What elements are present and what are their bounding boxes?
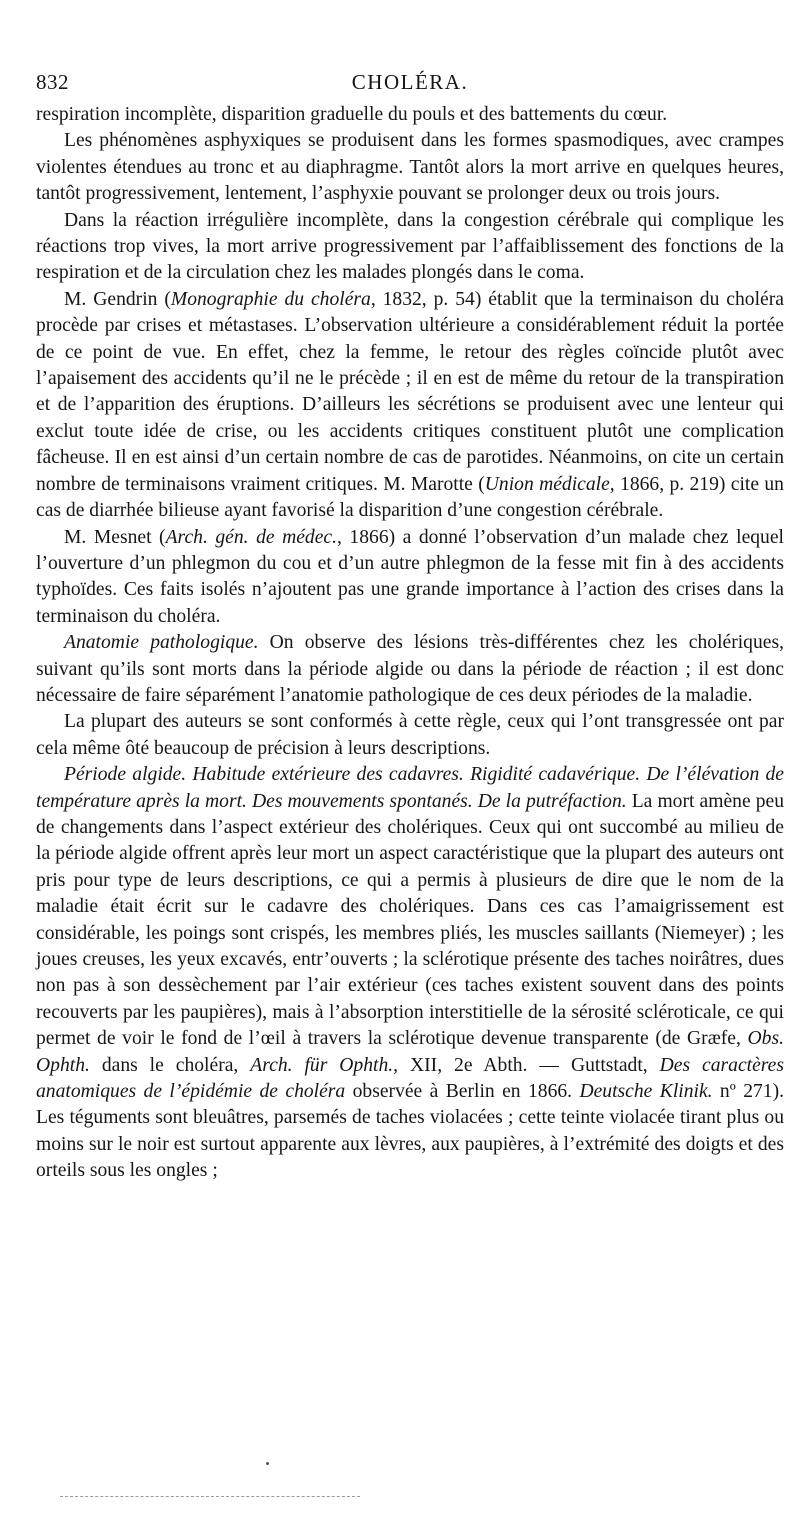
book-page bbox=[36, 70, 784, 1185]
text-run: , XII, 2e Abth. — Guttstadt, bbox=[393, 1054, 660, 1076]
paragraph bbox=[36, 762, 784, 1185]
italic-text: Union médicale, bbox=[484, 473, 615, 495]
text-run: dans le choléra, bbox=[89, 1054, 251, 1076]
paragraph bbox=[36, 102, 784, 128]
paragraph bbox=[36, 525, 784, 631]
paragraph bbox=[36, 208, 784, 287]
text-run: , 1832, p. 54) établit que la terminaison du choléra procède par crises et métastases. L’observation ultérieure a considérablement réduit la portée de ce point de vue. En effet, chez la femme, le retour des règles coïncide plutôt avec l’apaisement des accidents qu’il ne le précède ; il en est de même du retour de la transpiration et de l’apparition des éruptions. D’ailleurs les sécrétions se produisent avec une lenteur qui exclut toute idée de crise, ou les accidents critiques constituent plutôt une complication fâcheuse. Il en est ainsi d’un certain nombre de cas de parotides. Néanmoins, on cite un certain nombre de terminaisons vraiment critiques. M. Marotte ( bbox=[36, 288, 784, 495]
paragraph bbox=[36, 287, 784, 525]
page-number: 832 bbox=[36, 70, 69, 94]
body-text bbox=[36, 102, 784, 1185]
text-run: respiration incomplète, disparition graduelle du pouls et des battements du cœur. bbox=[36, 104, 668, 125]
paragraph bbox=[36, 128, 784, 207]
paragraph bbox=[36, 709, 784, 762]
text-run: 1866, p. 219) cite un cas de diarrhée bilieuse ayant favorisé la disparition d’une congestion cérébrale. bbox=[36, 473, 784, 522]
italic-text: Monographie du choléra bbox=[170, 288, 371, 310]
text-run: observée à Berlin en 1866. bbox=[345, 1081, 580, 1103]
italic-text: Arch. gén. de médec. bbox=[165, 526, 338, 548]
italic-text: Arch. für Ophth. bbox=[250, 1054, 394, 1076]
running-title: CHOLÉRA. bbox=[351, 70, 469, 94]
footer-rule bbox=[60, 1496, 360, 1497]
text-run: La mort amène peu de changements dans l’aspect extérieur des cholériques. Ceux qui ont succombé au milieu de la période algide offrent après leur mort un aspect caractéristique que la plupart des auteurs ont pris pour type de leurs descriptions, ce qui a permis à plusieurs de dire que le nom de la maladie était écrit sur le cadavre des cholériques. Dans ces cas l’amaigrissement est considérable, les poings sont crispés, les membres pliés, les muscles saillants (Niemeyer) ; les joues creuses, les yeux excavés, entr’ouverts ; la sclérotique présente des taches noirâtres, dues non pas à son dessèchement par l’air extérieur (ces taches existent souvent dans des points recouverts par les paupières), mais à l’absorption interstitielle de la sérosité scléroticale, ce qui permet de voir le fond de l’œil à travers la sclérotique devenue transparente (de Græfe, bbox=[36, 790, 784, 1050]
text-run: Les phénomènes asphyxiques se produisent dans les formes spasmodiques, avec crampes violentes étendues au tronc et au diaphragme. Tantôt alors la mort arrive en quelques heures, tantôt progressivement, lentement, l’asphyxie pouvant se prolonger deux ou trois jours. bbox=[36, 130, 784, 205]
text-run: , 1866) a donné l’observation d’un malade chez lequel l’ouverture d’un phlegmon du cou et d’un autre phlegmon de la fesse mit fin à des accidents typhoïdes. Ces faits isolés n’ajoutent pas une grande importance à l’action des crises dans la terminaison du choléra. bbox=[36, 526, 784, 627]
paragraph bbox=[36, 630, 784, 709]
print-speck bbox=[266, 1462, 269, 1465]
text-run: On observe des lésions très-différentes chez les cholériques, suivant qu’ils sont morts dans la période algide ou dans la période de réaction ; il est donc nécessaire de faire séparément l’anatomie pathologique de ces deux périodes de la maladie. bbox=[36, 632, 784, 706]
running-head bbox=[36, 70, 784, 96]
text-run: Dans la réaction irrégulière incomplète, dans la congestion cérébrale qui complique les réactions trop vives, la mort arrive progressivement par l’affaiblissement des fonctions de la respiration et de la circulation chez les malades plongés dans le coma. bbox=[36, 209, 784, 284]
italic-text: Anatomie pathologique. bbox=[64, 632, 259, 654]
italic-text: Des caractères anatomiques de l’épidémie de choléra bbox=[36, 1054, 785, 1103]
text-run: M. Gendrin ( bbox=[64, 288, 171, 310]
text-run: La plupart des auteurs se sont conformés à cette règle, ceux qui l’ont transgressée ont par cela même ôté beaucoup de précision à leurs descriptions. bbox=[36, 711, 784, 759]
text-run: M. Mesnet ( bbox=[64, 526, 166, 548]
text-run: nº 271). Les téguments sont bleuâtres, parsemés de taches violacées ; cette teinte violacée tirant plus ou moins sur le noir est surtout apparente aux lèvres, aux paupières, à l’extrémité des doigts et des orteils sous les ongles ; bbox=[36, 1081, 785, 1182]
italic-text: Obs. Ophth. bbox=[36, 1028, 784, 1076]
italic-text: Deutsche Klinik. bbox=[579, 1081, 713, 1103]
italic-text: Période algide. Habitude extérieure des cadavres. Rigidité cadavérique. De l’élévation de température après la mort. Des mouvements spontanés. De la putréfaction. bbox=[36, 764, 784, 812]
